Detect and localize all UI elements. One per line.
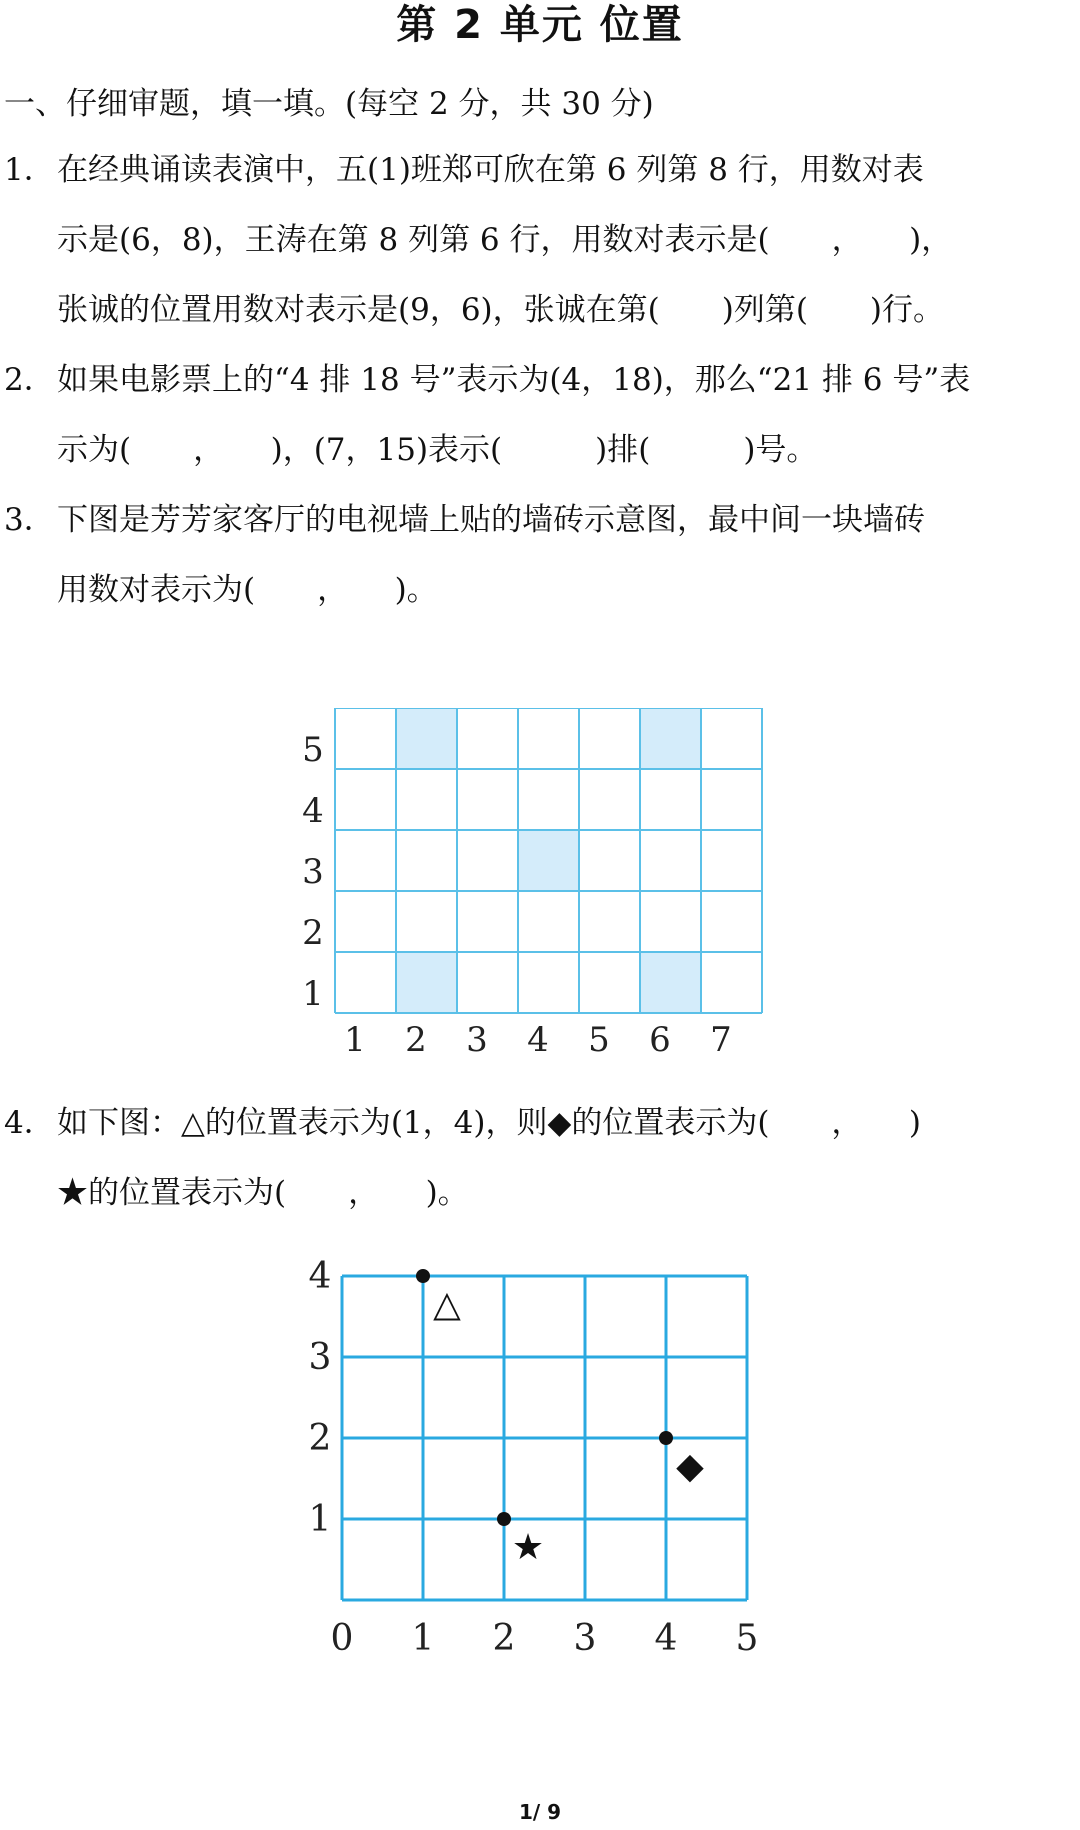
- shaded-tile: [396, 708, 457, 769]
- section-heading: 一、仔细审题，填一填。(每空 2 分，共 30 分): [4, 86, 654, 122]
- shaded-tile: [640, 952, 701, 1013]
- question-number: 1．: [4, 152, 55, 188]
- y-tick-label: 2: [302, 913, 324, 953]
- question-line: 示为( ， )，(7，15)表示( )排( )号。: [57, 432, 818, 468]
- question-number: 4．: [4, 1105, 55, 1141]
- y-tick-label: 1: [302, 974, 324, 1014]
- y-tick-label: 5: [302, 730, 324, 770]
- question-line: 张诚的位置用数对表示是(9，6)，张诚在第( )列第( )行。: [57, 292, 945, 328]
- question-line: ★的位置表示为( ， )。: [57, 1175, 469, 1211]
- y-tick-label: 3: [308, 1337, 332, 1378]
- diamond-point: [659, 1431, 673, 1445]
- page-number: 1/ 9: [518, 1800, 562, 1824]
- shaded-tile: [518, 830, 579, 891]
- coordinate-grid-figure: [290, 1248, 790, 1678]
- diamond-marker: ◆: [676, 1446, 704, 1487]
- x-tick-label: 7: [710, 1020, 732, 1060]
- x-tick-label: 3: [466, 1020, 488, 1060]
- question-number: 2．: [4, 362, 55, 398]
- tile-grid-figure: [290, 708, 790, 1088]
- y-tick-label: 1: [308, 1499, 332, 1540]
- triangle-point: [416, 1269, 430, 1283]
- y-tick-label: 4: [308, 1256, 332, 1297]
- question-line: 下图是芳芳家客厅的电视墙上贴的墙砖示意图，最中间一块墙砖: [57, 502, 925, 538]
- question-line: 如果电影票上的“4 排 18 号”表示为(4，18)，那么“21 排 6 号”表: [57, 362, 971, 398]
- x-tick-label: 4: [527, 1020, 549, 1060]
- triangle-marker: △: [433, 1284, 461, 1325]
- star-point: [497, 1512, 511, 1526]
- question-number: 3．: [4, 502, 55, 538]
- x-tick-label: 3: [573, 1618, 597, 1659]
- x-tick-label: 0: [330, 1618, 354, 1659]
- question-line: 示是(6，8)，王涛在第 8 列第 6 行，用数对表示是( ， )，: [57, 222, 953, 258]
- x-tick-label: 6: [649, 1020, 671, 1060]
- x-tick-label: 4: [654, 1618, 678, 1659]
- y-tick-label: 3: [302, 852, 324, 892]
- x-tick-label: 5: [735, 1618, 759, 1659]
- star-marker: ★: [511, 1527, 545, 1568]
- page-title: 第 2 单元 位置: [396, 2, 684, 48]
- question-line: 在经典诵读表演中，五(1)班郑可欣在第 6 列第 8 行，用数对表: [57, 152, 924, 188]
- shaded-tile: [396, 952, 457, 1013]
- x-tick-label: 2: [405, 1020, 427, 1060]
- y-tick-label: 2: [308, 1418, 332, 1459]
- x-tick-label: 1: [411, 1618, 435, 1659]
- question-line: 如下图：△的位置表示为(1，4)，则◆的位置表示为( ， ): [57, 1105, 922, 1141]
- question-line: 用数对表示为( ， )。: [57, 572, 438, 608]
- x-tick-label: 2: [492, 1618, 516, 1659]
- y-tick-label: 4: [302, 791, 324, 831]
- x-tick-label: 1: [344, 1020, 366, 1060]
- shaded-tile: [640, 708, 701, 769]
- x-tick-label: 5: [588, 1020, 610, 1060]
